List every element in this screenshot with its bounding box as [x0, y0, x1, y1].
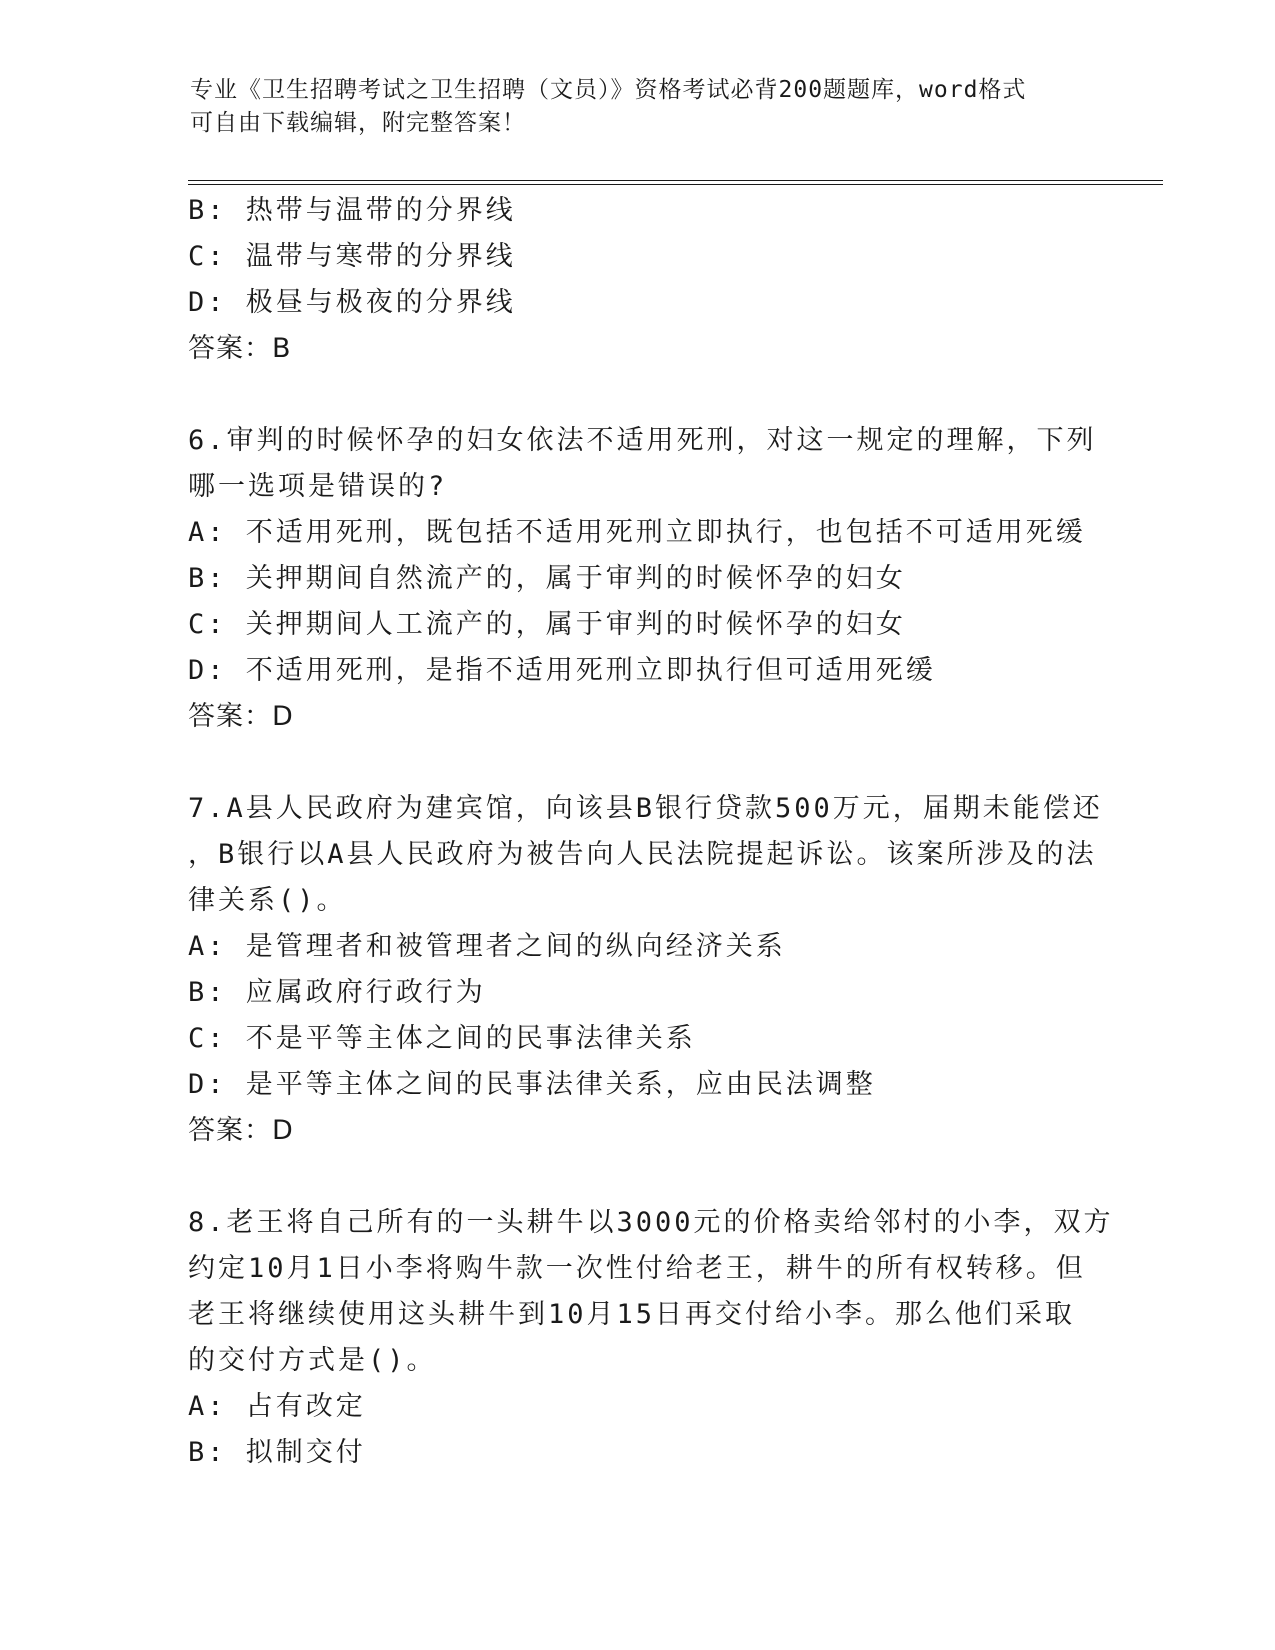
header-title-line-1: 专业《卫生招聘考试之卫生招聘（文员）》资格考试必背200题题库，word格式 [190, 77, 1027, 103]
option-c: C: 不是平等主体之间的民事法律关系 [188, 1023, 696, 1054]
question-5-tail [188, 188, 1088, 372]
header-title-line-2: 可自由下载编辑，附完整答案！ [190, 110, 526, 136]
question-stem-line: ，B银行以A县人民政府为被告向人民法院提起诉讼。该案所涉及的法 [188, 839, 1097, 870]
spacer [188, 740, 1088, 786]
question-7 [188, 786, 1103, 1154]
spacer [188, 1154, 1088, 1200]
option-a: A: 占有改定 [188, 1391, 366, 1422]
question-stem-line: 老王将继续使用这头耕牛到10月15日再交付给小李。那么他们采取 [188, 1299, 1076, 1330]
option-b: B: 关押期间自然流产的，属于审判的时候怀孕的妇女 [188, 563, 906, 594]
question-stem-line: 约定10月1日小李将购牛款一次性付给老王，耕牛的所有权转移。但 [188, 1253, 1086, 1284]
question-8 [188, 1200, 1114, 1476]
option-b: B: 拟制交付 [188, 1437, 366, 1468]
option-a: A: 不适用死刑，既包括不适用死刑立即执行，也包括不可适用死缓 [188, 517, 1086, 548]
question-stem-line: 律关系()。 [188, 885, 347, 916]
option-c: C: 关押期间人工流产的，属于审判的时候怀孕的妇女 [188, 609, 906, 640]
document-body [188, 188, 1114, 1476]
question-stem-line: 6.审判的时候怀孕的妇女依法不适用死刑，对这一规定的理解，下列 [188, 425, 1097, 456]
question-6 [188, 418, 1097, 740]
option-d: D: 极昼与极夜的分界线 [188, 287, 516, 318]
question-stem-line: 的交付方式是()。 [188, 1345, 437, 1376]
option-a: A: 是管理者和被管理者之间的纵向经济关系 [188, 931, 786, 962]
answer-line: 答案：B [188, 333, 292, 364]
page-header [190, 74, 1090, 140]
header-divider [188, 180, 1163, 185]
question-stem-line: 哪一选项是错误的? [188, 471, 448, 502]
option-b: B: 应属政府行政行为 [188, 977, 486, 1008]
option-b: B: 热带与温带的分界线 [188, 195, 516, 226]
option-d: D: 是平等主体之间的民事法律关系，应由民法调整 [188, 1069, 876, 1100]
option-d: D: 不适用死刑，是指不适用死刑立即执行但可适用死缓 [188, 655, 936, 686]
answer-line: 答案：D [188, 701, 294, 732]
question-stem-line: 7.A县人民政府为建宾馆，向该县B银行贷款500万元，届期未能偿还 [188, 793, 1103, 824]
question-stem-line: 8.老王将自己所有的一头耕牛以3000元的价格卖给邻村的小李，双方 [188, 1207, 1114, 1238]
option-c: C: 温带与寒带的分界线 [188, 241, 516, 272]
spacer [188, 372, 1088, 418]
answer-line: 答案：D [188, 1115, 294, 1146]
